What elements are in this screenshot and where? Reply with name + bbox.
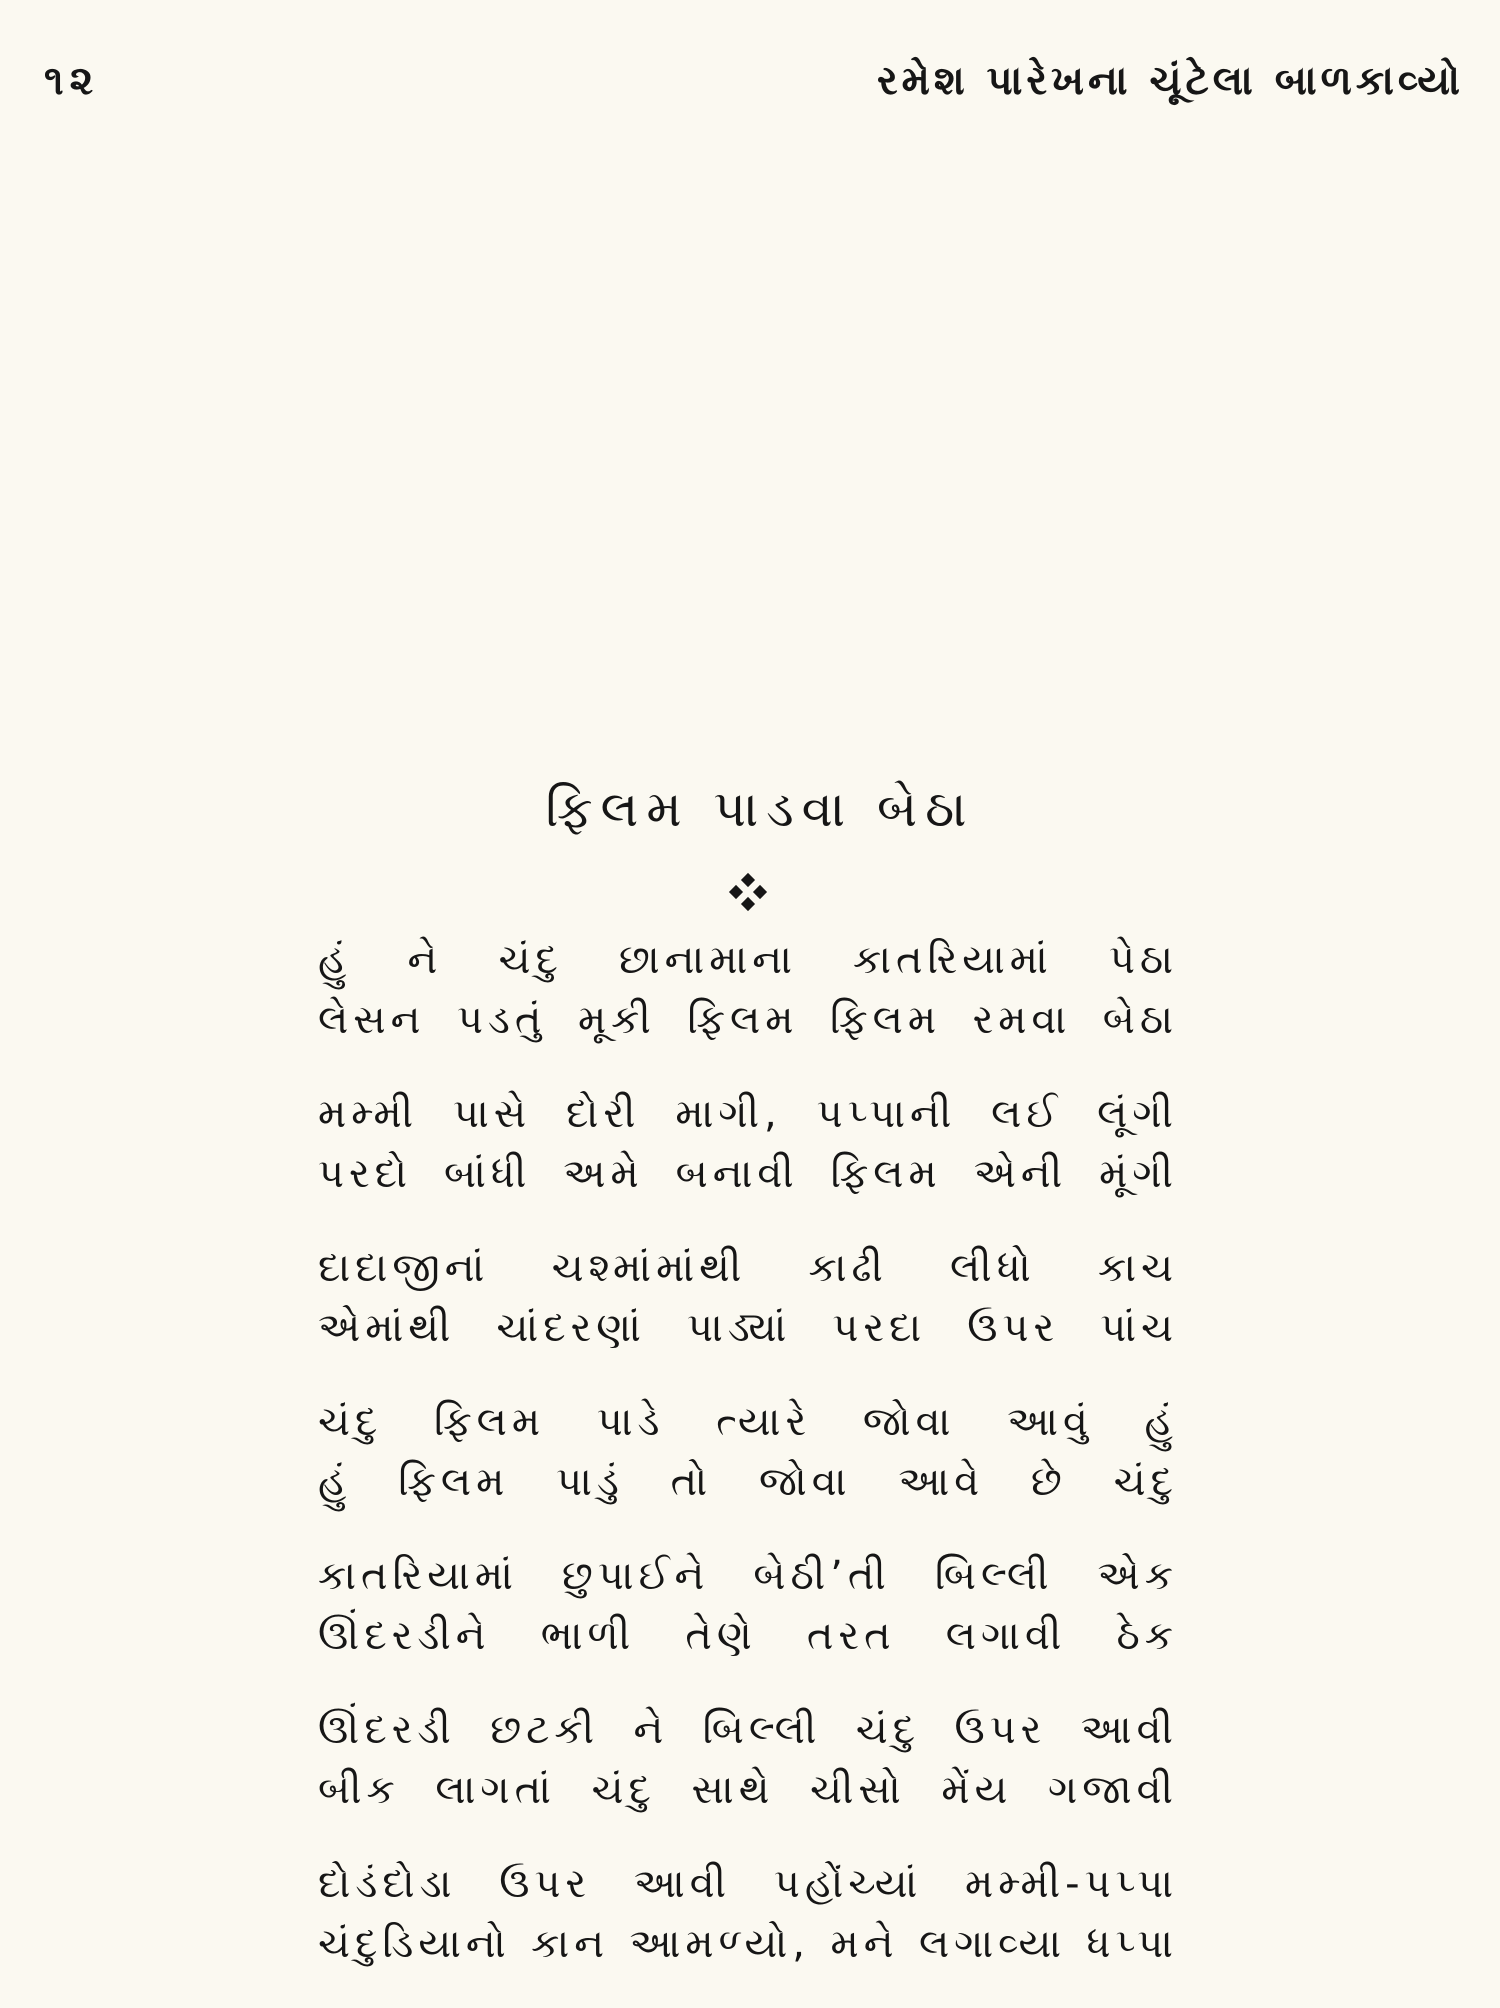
- poem-body: [318, 930, 1178, 2008]
- poem-line: દોડંદોડા ઉપર આવી પહોંચ્યાં મમ્મી-પપ્પા: [318, 1861, 1178, 1907]
- stanza-5: [318, 1546, 1178, 1666]
- diamond-ornament-icon: [728, 872, 768, 912]
- stanza-7: [318, 1854, 1178, 1974]
- poem-line: લેસન પડતું મૂકી ફિલમ ફિલમ રમવા બેઠા: [318, 997, 1178, 1043]
- poem-line: ચંદુ ફિલમ પાડે ત્યારે જોવા આવું હું: [318, 1399, 1178, 1445]
- poem-line: એમાંથી ચાંદરણાં પાડ્યાં પરદા ઉપર પાંચ: [318, 1305, 1178, 1351]
- poem-line: પરદો બાંધી અમે બનાવી ફિલમ એની મૂંગી: [318, 1151, 1178, 1197]
- page-number: ૧૨: [44, 58, 100, 104]
- poem-title: ફિલમ પાડવા બેઠા: [545, 780, 975, 838]
- stanza-6: [318, 1700, 1178, 1820]
- poem-line: હું ને ચંદુ છાનામાના કાતરિયામાં પેઠા: [318, 937, 1178, 983]
- poem-line: દાદાજીનાં ચશ્માંમાંથી કાઢી લીધો કાચ: [318, 1245, 1178, 1291]
- stanza-3: [318, 1238, 1178, 1358]
- poem-line: કાતરિયામાં છુપાઈને બેઠી’તી બિલ્લી એક: [318, 1553, 1178, 1599]
- stanza-2: [318, 1084, 1178, 1204]
- poem-line: મમ્મી પાસે દોરી માગી, પપ્પાની લઈ લૂંગી: [318, 1091, 1178, 1137]
- poem-line: ઊંદરડીને ભાળી તેણે તરત લગાવી ઠેક: [318, 1613, 1178, 1659]
- poem-line: બીક લાગતાં ચંદુ સાથે ચીસો મેંય ગજાવી: [318, 1767, 1178, 1813]
- stanza-1: [318, 930, 1178, 1050]
- stanza-4: [318, 1392, 1178, 1512]
- poem-line: હું ફિલમ પાડું તો જોવા આવે છે ચંદુ: [318, 1459, 1178, 1505]
- poem-line: ચંદુડિયાનો કાન આમળ્યો, મને લગાવ્યા ધપ્પા: [318, 1921, 1178, 1967]
- poem-line: ઊંદરડી છટકી ને બિલ્લી ચંદુ ઉપર આવી: [318, 1707, 1178, 1753]
- running-header-book-title: રમેશ પારેખના ચૂંટેલા બાળકાવ્યો: [876, 58, 1464, 104]
